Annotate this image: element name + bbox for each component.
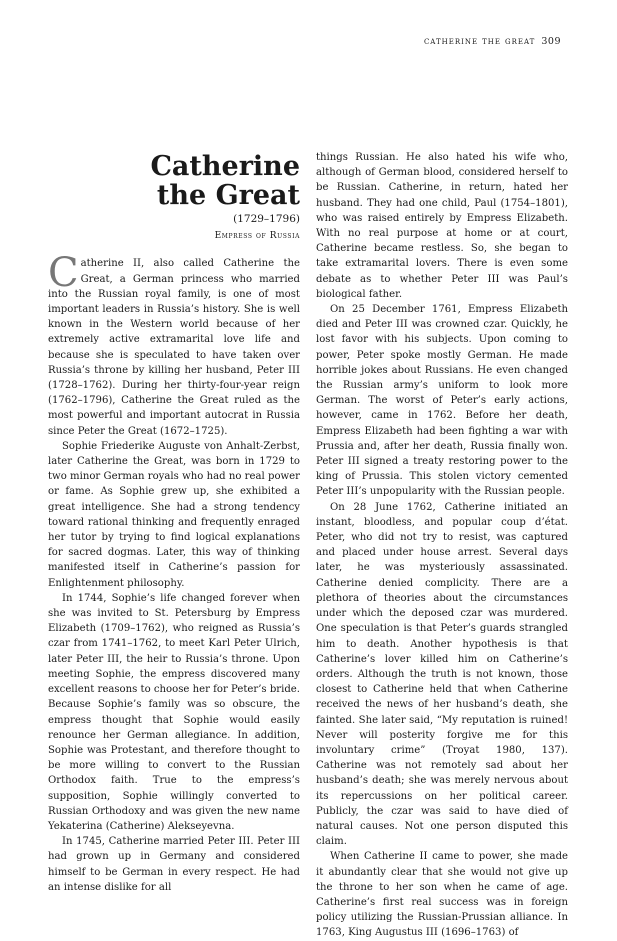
article-title	[48, 152, 300, 210]
article-title-line2: the Great	[156, 180, 300, 211]
paragraph: In 1745, Catherine married Peter III. Peter III had grown up in Germany and considered himself to be German in every respect. He had an intense dislike for all	[48, 836, 300, 893]
paragraph-text: atherine II, also called Catherine the Great, a German princess who married into the Russian royal family, is one of most important leaders in Russia’s history. She is well known in the Western world because of her extremely active extramarital love life and because she is speculated to have taken over Russia’s throne by killing her husband, Peter III (1728–1762). During her thirty-four-year reign (1762–1796), Catherine the Great ruled as the most powerful and important autocrat in Russia since Peter the Great (1672–1725).	[48, 258, 300, 437]
paragraph: In 1744, Sophie’s life changed forever when she was invited to St. Petersburg by Empress Elizabeth (1709–1762), who reigned as Russia’s czar from 1741–1762, to meet Karl Peter Ulrich, later Peter III, the heir to Russia’s throne. Upon meeting Sophie, the empress discovered many excellent reasons to choose her for Peter’s bride. Because Sophie’s family was so obscure, the empress thought that Sophie would easily renounce her German allegiance. In addition, Sophie was Protestant, and therefore thought to be more willing to convert to the Russian Orthodox faith. True to the empress’s supposition, Sophie willingly converted to Russian Orthodoxy and was given the new name Yekaterina (Catherine) Alekseyevna.	[48, 592, 300, 832]
paragraph: On 25 December 1761, Empress Elizabeth died and Peter III was crowned czar. Quickly, he lost favor with his subjects. Upon coming to power, Peter spoke mostly German. He made horrible jokes about Russians. He even changed the Russian army’s uniform to look more German. The worst of Peter’s early actions, however, came in 1762. Before her death, Empress Elizabeth had been fighting a war with Prussia and, after her death, Russia finally won. Peter III signed a treaty restoring power to the king of Prussia. This stolen victory cemented Peter III’s unpopularity with the Russian people.	[316, 304, 568, 498]
paragraph	[48, 250, 300, 438]
article-title-line1: Catherine	[150, 151, 300, 182]
paragraph: things Russian. He also hated his wife who, although of German blood, considered herself to be Russian. Catherine, in return, hated her husband. They had one child, Paul (1754–1801), who was raised entirely by Empress Elizabeth. With no real purpose at home or at court, Catherine became restless. So, she began to take extramarital lovers. There is even some debate as to whether Peter III was Paul’s biological father.	[316, 152, 568, 300]
running-title: catherine the great	[423, 36, 536, 47]
running-head	[424, 36, 561, 47]
paragraph: On 28 June 1762, Catherine initiated an instant, bloodless, and popular coup d’état. Peter, who did not try to resist, was captured and placed under house arrest. Several days later, he was mysteriously assassinated. Catherine denied complicity. There are a plethora of theories about the circumstances under which the deposed czar was murdered. One speculation is that Peter’s guards strangled him to death. Another hypothesis is that Catherine’s lover killed him on Catherine’s orders. Although the truth is not known, those closest to Catherine held that when Catherine received the news of her husband’s death, she fainted. She later said, “My reputation is ruined! Never will posterity forgive me for this involuntary crime” (Troyat 1980, 137). Catherine was not remotely sad about her husband’s death; she was merely nervous about its repercussions on her political career. Publicly, the czar was said to have died of natural causes. Not one person disputed this claim.	[316, 501, 568, 848]
page-number: 309	[541, 36, 561, 47]
paragraph: When Catherine II came to power, she made it abundantly clear that she would not give up the throne to her son when he came of age. Catherine’s first real success was in foreign policy utilizing the Russian-Prussian alliance. In 1763, King Augustus III (1696–1763) of	[316, 851, 568, 939]
paragraph: Sophie Friederike Auguste von Anhalt-Zerbst, later Catherine the Great, was born in 1729 to two minor German royals who had no real power or fame. As Sophie grew up, she exhibited a great intelligence. She had a strong tendency toward rational thinking and frequently enraged her tutor by trying to find logical explanations for sacred dogmas. Later, this way of thinking manifested itself in Catherine’s passion for Enlightenment philosophy.	[48, 440, 300, 589]
article-subtitle: Empress of Russia	[214, 231, 300, 242]
left-column	[48, 150, 300, 895]
right-column	[316, 150, 568, 941]
article-dates: (1729–1796)	[233, 213, 300, 225]
drop-cap: C	[48, 250, 79, 297]
